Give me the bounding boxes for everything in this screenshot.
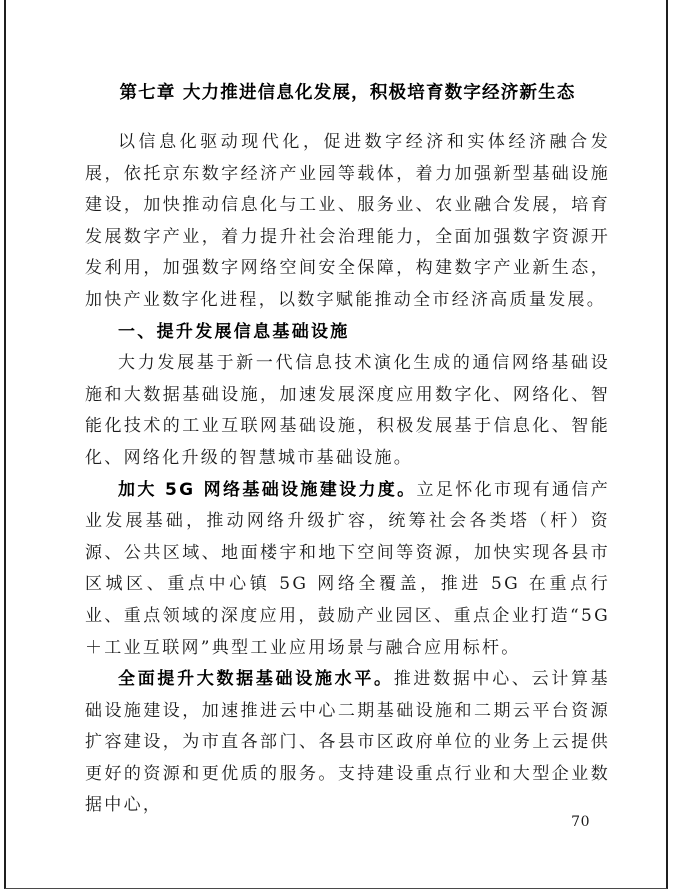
paragraph-intro: 以信息化驱动现代化，促进数字经济和实体经济融合发展，依托京东数字经济产业园等载体，着力加强新型基础设施建设，加快推动信息化与工业、服务业、农业融合发展，培育发展数字产业，着力提升社会治理能力，全面加强数字资源开发利用，加强数字网络空间安全保障，构建数字产业新生态，加快产业数字化进程，以数字赋能推动全市经济高质量发展。 [85, 132, 610, 310]
page-number: 70 [571, 814, 590, 830]
paragraph-5g-network [85, 475, 610, 665]
paragraph-info-infrastructure: 大力发展基于新一代信息技术演化生成的通信网络基础设施和大数据基础设施，加速发展深度应用数字化、网络化、智能化技术的工业互联网基础设施，积极发展基于信息化、智能化、网络化升级的智慧城市基础设施。 [85, 353, 610, 468]
paragraph-bigdata-lead: 全面提升大数据基础设施水平。 [118, 669, 394, 690]
paragraph-5g-lead: 加大 5G 网络基础设施建设力度。 [118, 479, 417, 500]
section-heading: 一、提升发展信息基础设施 [118, 321, 350, 342]
chapter-title: 第七章 大力推进信息化发展，积极培育数字经济新生态 [119, 83, 576, 103]
paragraph-bigdata-body: 推进数据中心、云计算基础设施建设，加速推进云中心二期基础设施和二期云平台资源扩容建设，为市直各部门、各县市区政府单位的业务上云提供更好的资源和更优质的服务。支持建设重点行业和大型企业数据中心， [85, 669, 610, 816]
paragraph-5g-body: 立足怀化市现有通信产业发展基础，推动网络升级扩容，统筹社会各类塔（杆）资源、公共区域、地面楼宇和地下空间等资源，加快实现各县市区城区、重点中心镇 5G 网络全覆盖，推进 5G 在重点行业、重点领域的深度应用，鼓励产业园区、重点企业打造“5G＋工业互联网”典型工业应用场景与融合应用标杆。 [85, 479, 611, 658]
page-content [85, 80, 610, 822]
paragraph-bigdata [85, 664, 610, 822]
